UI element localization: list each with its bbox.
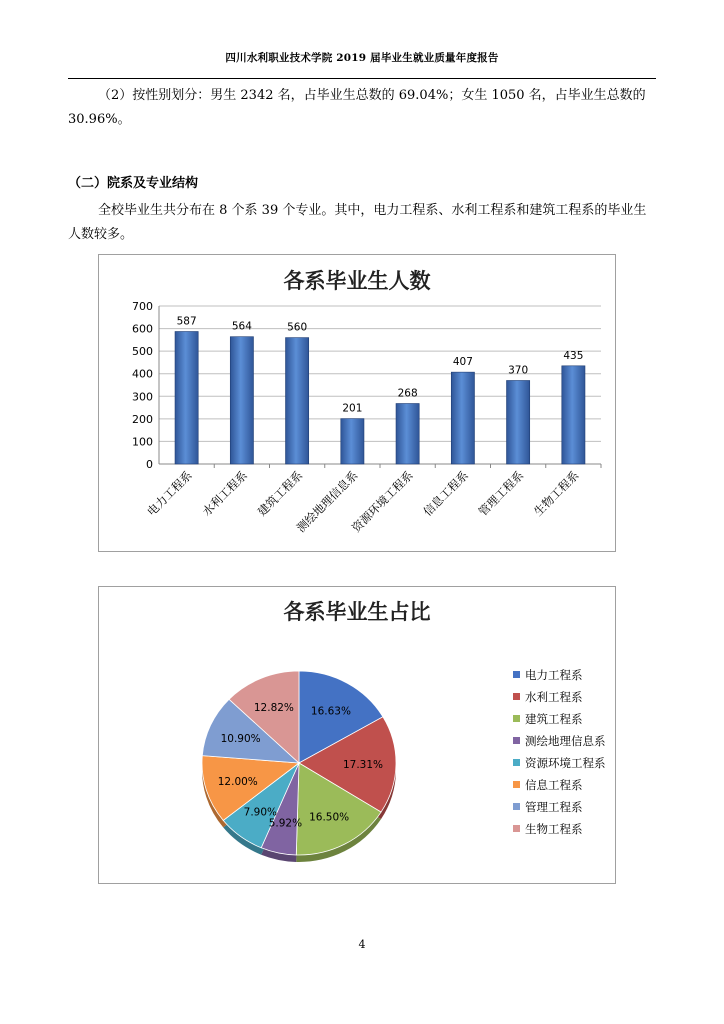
bar [175, 332, 198, 464]
section-heading: （二）院系及专业结构 [68, 176, 199, 191]
page-header: 四川水利职业技术学院 2019 届毕业生就业质量年度报告 [225, 52, 499, 64]
legend-label: 测绘地理信息系 [525, 734, 606, 748]
legend-label: 电力工程系 [525, 668, 583, 682]
bar-data-label: 587 [176, 315, 197, 328]
legend-swatch [513, 671, 520, 678]
legend-label: 生物工程系 [525, 822, 583, 836]
bar [341, 419, 364, 464]
bar-chart [99, 255, 615, 551]
y-tick-label: 0 [146, 458, 153, 471]
pie-value-label: 7.90% [243, 806, 278, 819]
pie-chart-frame [98, 586, 616, 884]
bar-data-label: 407 [452, 356, 473, 369]
x-tick-label: 资源环境工程系 [348, 468, 416, 536]
legend-label: 资源环境工程系 [525, 756, 606, 770]
pie-value-label: 10.90% [220, 733, 261, 746]
bar-data-label: 370 [508, 364, 529, 377]
pie-value-label: 12.00% [217, 775, 258, 788]
y-tick-label: 200 [132, 412, 153, 426]
legend-label: 管理工程系 [525, 800, 583, 814]
legend-swatch [513, 803, 520, 810]
pie-chart [99, 587, 615, 883]
bar [396, 404, 419, 464]
pie-chart-title: 各系毕业生占比 [283, 600, 431, 624]
x-tick-label: 生物工程系 [530, 468, 582, 519]
gender-paragraph-text: （2）按性别划分：男生 2342 名，占毕业生总数的 69.04%；女生 1050 名，占毕业生总数的 30.96%。 [68, 88, 646, 127]
legend-swatch [513, 737, 520, 744]
legend-swatch [513, 781, 520, 788]
y-tick-label: 100 [132, 435, 153, 449]
bar [230, 337, 253, 464]
bar-chart-title: 各系毕业生人数 [283, 269, 431, 293]
bar [451, 372, 474, 464]
bar [562, 366, 585, 464]
bar-data-label: 201 [342, 402, 363, 415]
pie-value-label: 17.31% [342, 759, 384, 772]
x-tick-label: 测绘地理信息系 [293, 468, 361, 536]
y-tick-label: 500 [132, 345, 153, 359]
legend-label: 水利工程系 [525, 690, 583, 704]
legend-label: 建筑工程系 [525, 712, 583, 726]
x-tick-label: 电力工程系 [144, 468, 195, 519]
y-tick-label: 300 [132, 390, 153, 404]
legend-swatch [513, 759, 520, 766]
legend-label: 信息工程系 [525, 778, 583, 792]
section-paragraph [68, 199, 658, 247]
bar-data-label: 560 [287, 321, 308, 334]
section-paragraph-text: 全校毕业生共分布在 8 个系 39 个专业。其中，电力工程系、水利工程系和建筑工程系的毕业生人数较多。 [68, 203, 647, 242]
bar [507, 380, 530, 464]
x-tick-label: 建筑工程系 [254, 468, 306, 519]
page-number: 4 [358, 938, 366, 951]
bar-data-label: 435 [563, 349, 584, 362]
pie-value-label: 5.92% [268, 817, 303, 830]
bar-data-label: 268 [397, 387, 418, 400]
bar [286, 338, 309, 464]
legend-swatch [513, 825, 520, 832]
pie-value-label: 16.63% [310, 705, 351, 718]
legend-swatch [513, 693, 520, 700]
y-tick-label: 700 [132, 300, 153, 313]
bar-data-label: 564 [231, 320, 252, 333]
x-tick-label: 水利工程系 [199, 468, 250, 519]
legend-swatch [513, 715, 520, 722]
header-rule [68, 78, 656, 79]
x-tick-label: 管理工程系 [475, 468, 527, 519]
x-tick-label: 信息工程系 [420, 468, 471, 519]
y-tick-label: 600 [132, 322, 153, 336]
gender-paragraph [68, 84, 658, 132]
y-tick-label: 400 [132, 367, 153, 381]
pie-value-label: 16.50% [309, 811, 350, 824]
bar-chart-frame [98, 254, 616, 552]
pie-value-label: 12.82% [253, 702, 294, 715]
